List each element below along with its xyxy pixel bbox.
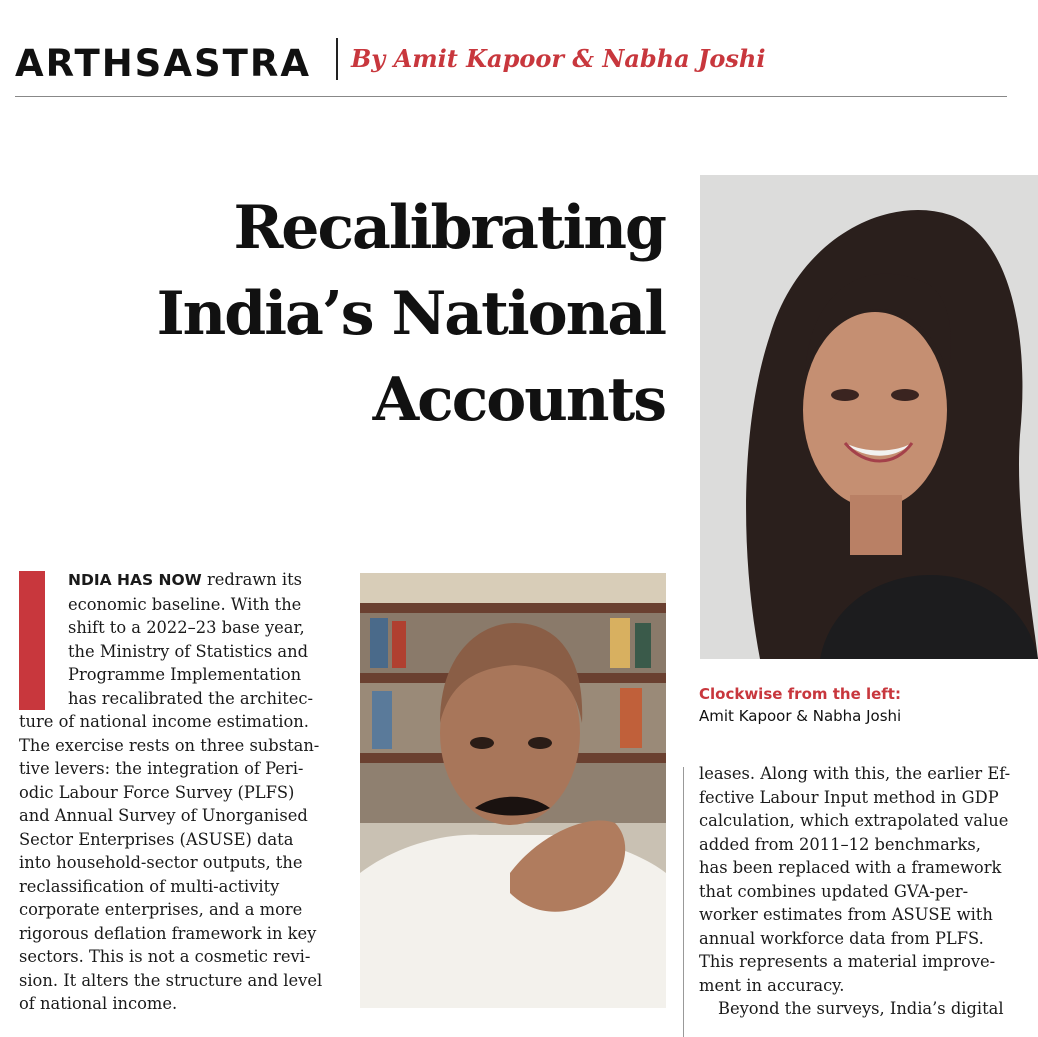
article-line: redrawn its: [201, 570, 302, 589]
top-rule: [15, 96, 1007, 97]
article-column-right: [699, 762, 1009, 1021]
article-line: leases. Along with this, the earlier Ef-: [699, 764, 1011, 783]
article-line: that combines updated GVA-per-: [699, 881, 969, 901]
article-line: fective Labour Input method in GDP: [699, 787, 999, 807]
article-line: economic baseline. With the: [68, 594, 302, 614]
article-line: worker estimates from ASUSE with: [699, 905, 993, 924]
headline-line-2: India’s National: [156, 279, 665, 349]
caption-lead: Clockwise from the left:: [699, 685, 901, 703]
article-line: of national income.: [19, 994, 178, 1013]
article-line: odic Labour Force Survey (PLFS): [19, 782, 295, 802]
article-line: corporate enterprises, and a more: [19, 900, 303, 919]
masthead-divider: [336, 38, 338, 80]
portrait-photo-right: [700, 175, 1038, 659]
photo-caption: [699, 683, 901, 727]
article-line: Sector Enterprises (ASUSE) data: [19, 829, 294, 849]
masthead: [15, 38, 1007, 88]
article-line: has recalibrated the architec-: [68, 688, 314, 708]
article-line: sion. It alters the structure and level: [19, 970, 323, 990]
article-line: rigorous deflation framework in key: [19, 923, 317, 943]
article-line: reclassification of multi-activity: [19, 876, 280, 896]
article-line: ture of national income estimation.: [19, 712, 309, 731]
article-line: shift to a 2022–23 base year,: [68, 618, 305, 637]
article-line: Beyond the surveys, India’s digital: [718, 999, 1004, 1018]
article-line: tive levers: the integration of Peri-: [19, 759, 304, 778]
column-divider: [683, 767, 684, 1037]
article-line: annual workforce data from PLFS.: [699, 928, 984, 948]
article-line: Programme Implementation: [68, 665, 302, 684]
article-line: added from 2011–12 benchmarks,: [699, 834, 981, 854]
article-line: and Annual Survey of Unorganised: [19, 806, 308, 825]
headline: [145, 185, 665, 443]
headline-line-1: Recalibrating: [233, 193, 665, 263]
article-line: the Ministry of Statistics and: [68, 641, 308, 661]
article-line: calculation, which extrapolated value: [699, 811, 1009, 830]
article-line: ment in accuracy.: [699, 975, 845, 995]
headline-line-3: Accounts: [372, 365, 665, 435]
byline: By Amit Kapoor & Nabha Joshi: [351, 44, 766, 73]
article-line: sectors. This is not a cosmetic revi-: [19, 947, 311, 966]
article-line: This represents a material improve-: [699, 952, 996, 971]
column-name: ARTHSASTRA: [15, 42, 311, 85]
article-line: has been replaced with a framework: [699, 858, 1002, 877]
article-column-left: [19, 568, 330, 1016]
caption-names: Amit Kapoor & Nabha Joshi: [699, 707, 902, 725]
lead-in: NDIA HAS NOW: [68, 571, 202, 589]
article-line: The exercise rests on three substan-: [19, 735, 320, 755]
portrait-photo-left: [360, 573, 666, 1008]
article-line: into household-sector outputs, the: [19, 853, 303, 872]
